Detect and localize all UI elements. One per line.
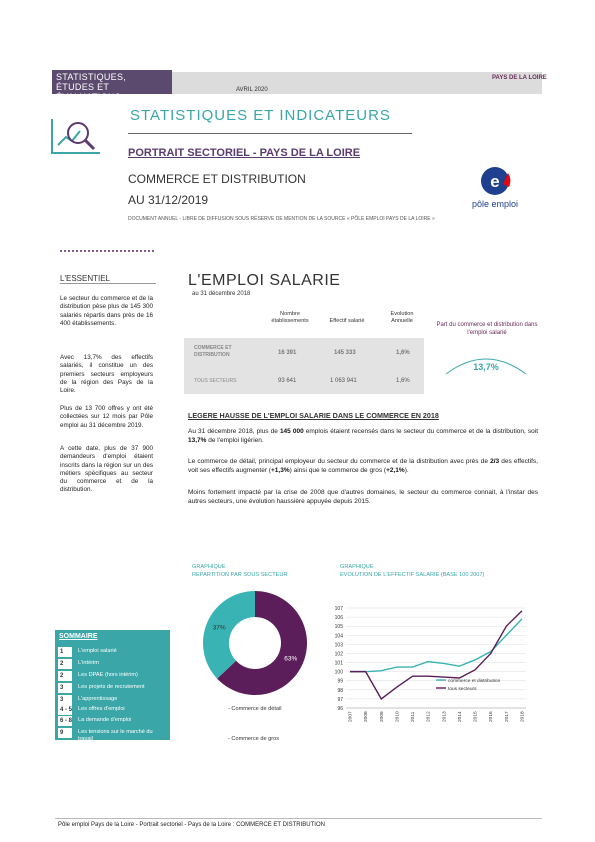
sommaire-item[interactable]: Les tensions sur le marché du travail [78,729,153,742]
table-header: Effectif salarié [329,318,365,324]
y-tick-label: 103 [334,642,343,649]
donut-legend-item: - Commerce de détail [228,706,282,712]
title-divider [128,133,412,134]
table-row-label: COMMERCE ET DISTRIBUTION [194,345,232,358]
emploi-title: L'EMPLOI SALARIE [188,272,341,289]
essentiel-title: L'ESSENTIEL [60,274,110,283]
part-title: Part du commerce et distribution dans l'emploi salarié [436,322,538,336]
text-run-bold: 145 000 [279,428,304,435]
y-tick-label: 99 [337,678,343,685]
x-tick-label: 2016 [489,711,495,722]
section-paragraph-3: Moins fortement impacté par la crise de 2008 que d'autres domaines, le secteur du commerce connait, à l'instar des autres secteurs, une évolution haussière appuyée depuis 2015. [188,489,538,505]
text-run-bold: 2/3 [490,458,500,465]
footer-text: Pôle emploi Pays de la Loire - Portrait sectoriel - Pays de la Loire : COMMERCE ET DISTRIBUTION [58,822,325,828]
emploi-date: au 31 décembre 2018 [192,291,251,297]
y-tick-label: 100 [334,669,343,676]
graph1-caption: GRAPHIQUE [192,564,226,570]
essentiel-paragraph: A cette date, plus de 37 900 demandeurs d'emploi étaient inscrits dans la région sur un des métiers spécifiques au secteur du commerce et de la distribution. [60,445,153,494]
table-cell: 16 391 [278,350,297,356]
sommaire-item[interactable]: L'emploi salarié [78,648,117,654]
part-value: 13,7% [473,362,499,372]
sommaire-title: SOMMAIRE [59,633,98,640]
footer-divider [55,818,542,819]
sommaire-page-number: 3 [58,683,72,693]
series-line-1: STATISTIQUES, [56,72,127,82]
x-tick-label: 2014 [457,711,463,722]
y-tick-label: 96 [337,706,343,712]
sommaire-page-number: 2 [58,659,72,669]
y-tick-label: 97 [337,696,343,703]
table-cell: 1 063 941 [330,378,357,384]
table-cell: 1,6% [396,350,410,356]
reference-date: AU 31/12/2019 [128,193,209,207]
text-run: ). [404,466,409,474]
sector-title: COMMERCE ET DISTRIBUTION [128,172,306,186]
table-header: Nombre établissements [271,311,309,324]
sommaire-item[interactable]: Les projets de recrutement [78,684,145,690]
document-note: DOCUMENT ANNUEL - LIBRE DE DIFFUSION SOUS RÉSERVE DE MENTION DE LA SOURCE « PÔLE EMPLOI PAYS DE LA LOIRE » [128,216,435,222]
x-tick-label: 2012 [426,711,432,722]
essentiel-divider [60,283,156,284]
text-run: de l'emploi ligérien. [206,436,264,444]
donut-slice-label: 63% [284,655,298,663]
text-run: des effectifs, voit ses effectifs augmenter ( [188,458,538,474]
text-run: emplois étaient recensés dans le secteur du commerce et de la distribution, soit [303,428,539,435]
series-line-2: ÉTUDES ET ÉVALUATIONS [56,82,121,102]
text-run-bold: +1,3% [270,466,290,474]
sommaire-item[interactable]: Les DPAE (hors intérim) [78,672,138,678]
table-header: Evolution Annuelle [390,311,414,324]
sommaire-page-number: 1 [58,647,72,657]
pole-emploi-logo-icon [470,165,520,211]
report-title: PORTRAIT SECTORIEL - PAYS DE LA LOIRE [128,147,361,159]
publication-date: AVRIL 2020 [236,87,268,93]
legend-label: tous secteurs [448,687,477,692]
dotted-divider [60,250,154,252]
sommaire-item[interactable]: Les offres d'emploi [78,706,125,712]
section-paragraph-2 [188,458,538,475]
y-tick-label: 106 [334,615,343,622]
x-tick-label: 2007 [348,711,354,722]
y-tick-label: 107 [334,606,343,612]
text-run-bold: 13,7% [188,436,207,444]
graph1-subcaption: REPARTITION PAR SOUS SECTEUR [192,572,288,578]
text-run: Le commerce de détail, principal employeur du secteur du commerce et de la distribution avec près de [188,458,491,465]
y-tick-label: 104 [334,633,343,640]
y-tick-label: 98 [337,687,343,694]
legend-label: commerce et distribution [448,679,501,684]
x-tick-label: 2011 [411,711,417,722]
series-line [350,611,522,699]
part-gauge [440,348,532,380]
sommaire-item[interactable]: L'intérim [78,660,99,666]
sommaire-page-number: 3 [58,695,72,705]
table-cell: 145 333 [334,350,356,356]
table-cell: 93 641 [278,378,297,384]
sommaire-page-number: 9 [58,728,72,738]
graph2-subcaption: EVOLUTION DE L'EFFECTIF SALARIE (BASE 100 2007) [340,572,485,578]
sommaire-item[interactable]: L'apprentissage [78,696,118,702]
graph2-caption: GRAPHIQUE [340,564,374,570]
y-tick-label: 101 [334,660,343,667]
donut-slice-label: 37% [212,624,226,632]
donut-slice [203,591,255,679]
series-label [52,70,172,102]
pole-emploi-logo [470,165,520,211]
y-tick-label: 102 [334,651,343,658]
sommaire-page-number: 2 [58,671,72,681]
line-chart [332,600,542,730]
legend-label: Commerce de gros [231,736,279,742]
table-row-label: TOUS SECTEURS [194,378,237,384]
x-tick-label: 2008 [364,711,370,722]
donut-chart [200,588,310,698]
essentiel-paragraph: Le secteur du commerce et de la distribution pèse plus de 145 300 salariés répartis dans près de 16 400 établissements. [60,295,153,327]
essentiel-paragraph: Plus de 13 700 offres y ont été collectées sur 12 mois par Pôle emploi au 31 décembre 2019. [60,405,153,429]
table-cell: 1,6% [396,378,410,384]
text-run: Au 31 décembre 2018, plus de [188,428,280,435]
logo-text: pôle emploi [471,199,519,209]
x-tick-label: 2013 [442,711,448,722]
region-label: PAYS DE LA LOIRE [492,75,547,81]
stats-magnifier-icon [50,115,104,157]
sommaire-item[interactable]: La demande d'emploi [78,717,132,723]
logo-letter: e [490,172,500,191]
x-tick-label: 2018 [520,711,526,722]
x-tick-label: 2010 [395,711,401,722]
y-tick-label: 105 [334,624,343,631]
legend-label: Commerce de détail [231,706,282,712]
sommaire-page-number: 4 - 5 [60,707,73,713]
donut-legend-item: - Commerce de gros [228,736,279,742]
section-paragraph-1 [188,428,538,445]
sommaire-page-number: 6 - 8 [60,718,73,724]
essentiel-paragraph: Avec 13,7% des effectifs salariés, il constitue un des premiers secteurs employeurs de la région des Pays de la Loire. [60,354,153,395]
x-tick-label: 2017 [504,711,510,722]
x-tick-label: 2015 [473,711,479,722]
text-run-bold: +2,1% [386,466,405,474]
x-tick-label: 2009 [379,711,385,722]
section-title: LEGERE HAUSSE DE L'EMPLOI SALARIE DANS LE COMMERCE EN 2018 [188,411,439,420]
page-title: STATISTIQUES ET INDICATEURS [130,107,391,124]
text-run: ) ainsi que le commerce de gros ( [289,466,387,474]
